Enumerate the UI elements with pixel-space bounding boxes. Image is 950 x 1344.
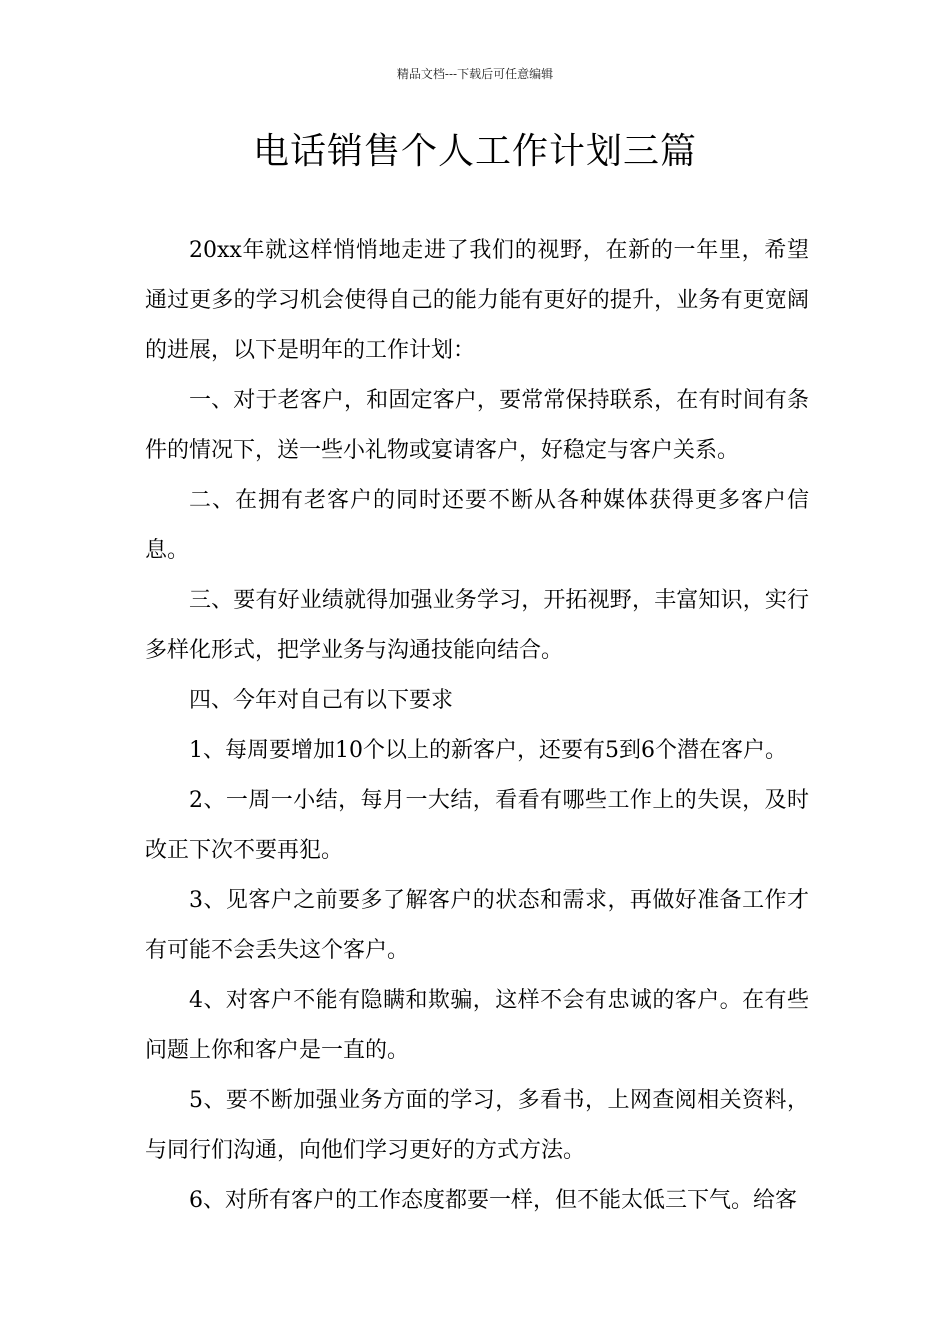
paragraph-item-1: 一、对于老客户，和固定客户，要常常保持联系，在有时间有条件的情况下，送一些小礼物或宴请客户，好稳定与客户关系。	[145, 388, 809, 463]
paragraph-item-4: 四、今年对自己有以下要求	[189, 688, 454, 713]
document-body	[145, 226, 809, 1226]
paragraph-item-3: 三、要有好业绩就得加强业务学习，开拓视野，丰富知识，实行多样化形式，把学业务与沟通技能向结合。	[145, 588, 809, 663]
requirement-2: 2、一周一小结，每月一大结，看看有哪些工作上的失误，及时改正下次不要再犯。	[145, 788, 809, 863]
document-title: 电话销售个人工作计划三篇	[252, 131, 697, 172]
requirement-6: 6、对所有客户的工作态度都要一样，但不能太低三下气。给客	[189, 1188, 797, 1213]
requirement-4: 4、对客户不能有隐瞒和欺骗，这样不会有忠诚的客户。在有些问题上你和客户是一直的。	[145, 988, 809, 1063]
paragraph-item-2: 二、在拥有老客户的同时还要不断从各种媒体获得更多客户信息。	[145, 488, 809, 563]
requirement-5: 5、要不断加强业务方面的学习，多看书，上网查阅相关资料，与同行们沟通，向他们学习更好的方式方法。	[145, 1088, 809, 1163]
requirement-3: 3、见客户之前要多了解客户的状态和需求，再做好准备工作才有可能不会丢失这个客户。	[145, 888, 809, 963]
requirement-1: 1、每周要增加10个以上的新客户，还要有5到6个潜在客户。	[189, 738, 787, 763]
paragraph-intro: 20xx年就这样悄悄地走进了我们的视野，在新的一年里，希望通过更多的学习机会使得自己的能力能有更好的提升，业务有更宽阔的进展，以下是明年的工作计划：	[145, 238, 809, 363]
page-header: 精品文档---下载后可任意编辑	[396, 67, 554, 81]
